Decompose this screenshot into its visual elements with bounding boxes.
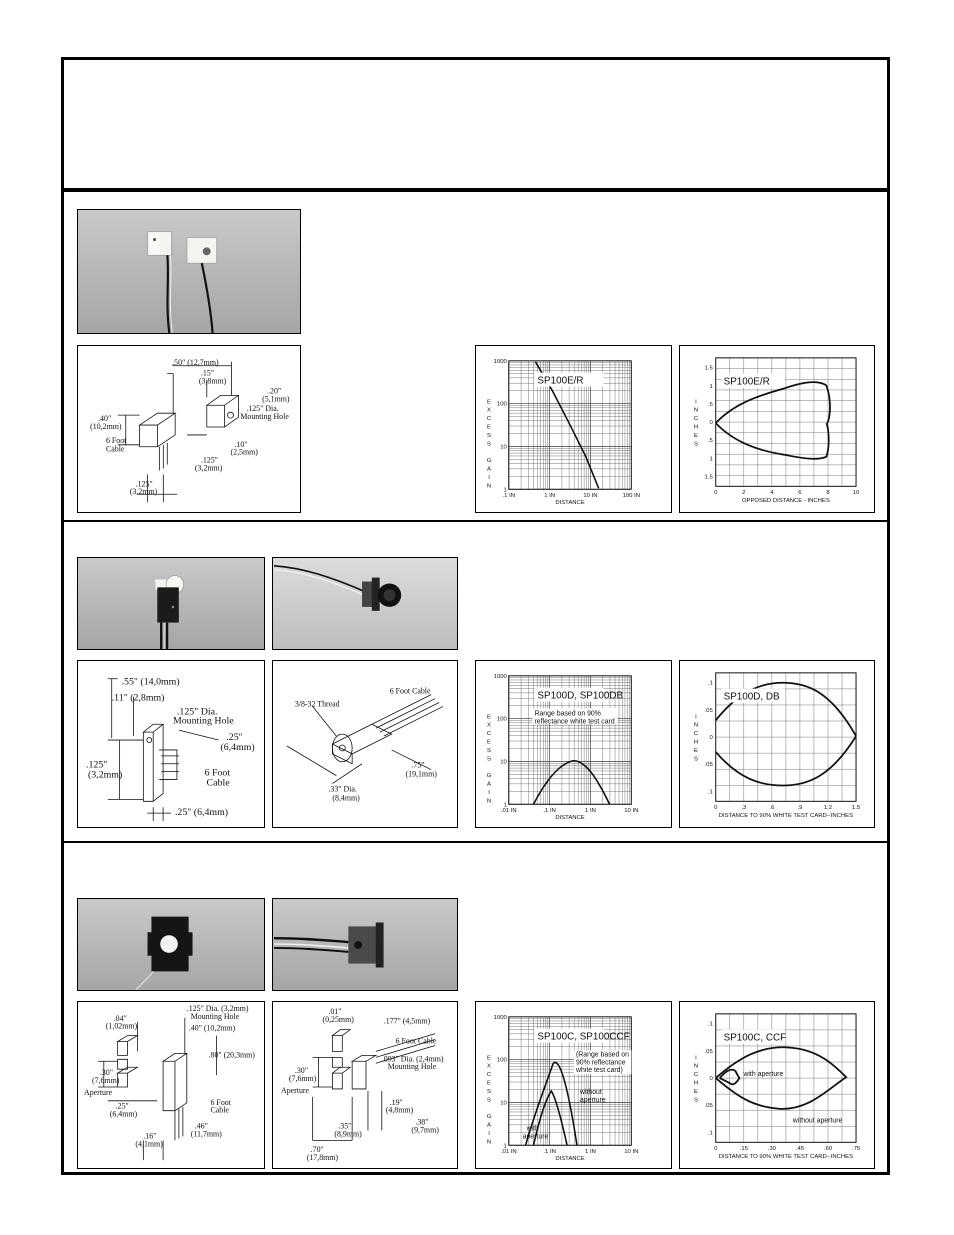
chart-ylabel-letter: C [486, 1072, 492, 1079]
chart-ylabel-letter: I [695, 1055, 697, 1062]
dim-label: (19,1mm) [405, 769, 437, 779]
header-rule [64, 188, 890, 192]
chart-ylabel-letter: S [693, 441, 698, 448]
dim-label: (4,8mm) [385, 1105, 414, 1115]
chart-ylabel-letter: S [487, 756, 491, 763]
chart-xtick: 1 IN [585, 808, 596, 815]
chart-xtick: .9 [797, 805, 803, 812]
chart-ylabel-letter: N [486, 483, 492, 490]
chart-xtick: 1.5 [851, 805, 861, 812]
dim-label: .15" [200, 368, 214, 378]
chart-xtick: 0 [714, 805, 718, 812]
chart-ytick: 0 [709, 1076, 713, 1083]
chart-xtick: .01 IN [500, 1149, 517, 1156]
dim-label: (9,7mm) [411, 1125, 439, 1135]
chart-ylabel-letter: E [693, 432, 698, 439]
chart-ylabel-letter: E [487, 399, 491, 406]
sp100er-photo [77, 209, 301, 334]
chart-xtick: .15 [739, 1146, 748, 1153]
chart-ylabel-letter: H [693, 424, 699, 431]
dim-label: .125" Dia. [176, 706, 218, 718]
dim-label: .16" [143, 1131, 157, 1141]
sp100er-gain-chart-svg [476, 346, 671, 512]
sp100d-photo [77, 557, 265, 650]
section-divider-2 [64, 841, 890, 843]
dim-label: .55" (14,0mm) [121, 676, 180, 688]
dim-label: Mounting Hole [387, 1062, 437, 1072]
sp100er-excess-gain-chart [475, 345, 672, 513]
chart-xlabel: DISTANCE [555, 500, 585, 507]
dim-label: .01" [328, 1006, 342, 1016]
sp100c-beam-pattern-chart [679, 1001, 875, 1169]
dim-label: (8,9mm) [334, 1129, 362, 1139]
chart-ytick: .1 [707, 789, 713, 796]
chart-ytick: 1 [709, 383, 713, 390]
dim-label: .40" (10,2mm) [188, 1023, 236, 1033]
chart-xtick: .1 IN [543, 808, 556, 815]
sp100c-photo [77, 898, 265, 991]
sp100ccf-photo [272, 898, 458, 991]
dim-label: .35" [338, 1121, 352, 1131]
chart-ytick: .05 [704, 707, 713, 714]
chart-ytick: 1 [709, 456, 713, 463]
chart-ylabel-letter: E [487, 424, 491, 431]
chart-ylabel-letter: N [693, 722, 699, 729]
dim-label: 6 Foot [204, 767, 231, 779]
dim-label: .125" Dia. [246, 404, 279, 414]
sp100c-dimension-art [78, 1002, 264, 1168]
chart-ylabel-letter: S [487, 432, 491, 439]
chart-ylabel-letter: X [487, 407, 491, 414]
sp100er-pattern-chart-svg [680, 346, 874, 512]
dim-label: 6 Foot [106, 435, 127, 445]
chart-ytick: .1 [707, 680, 713, 687]
chart-ylabel-letter: S [487, 441, 491, 448]
chart-ylabel-letter: A [487, 1122, 491, 1129]
chart-xtick: .1 IN [543, 1149, 556, 1156]
chart-ylabel-letter: S [487, 747, 491, 754]
chart-xtick: 10 IN [624, 808, 639, 815]
chart-xtick: .6 [769, 805, 775, 812]
chart-xtick: 4 [770, 490, 774, 497]
dim-label: (7,6mm) [91, 1076, 120, 1086]
chart-ylabel-letter: X [487, 722, 491, 729]
dim-label: (3,2mm) [88, 769, 123, 781]
dim-label: .25" [226, 732, 243, 744]
sp100d-dimension-drawing [77, 660, 265, 828]
chart-ylabel-letter: C [693, 731, 699, 738]
chart-ytick: 1.5 [704, 474, 713, 481]
sp100d-gain-chart-svg [476, 661, 671, 827]
sp100c-dimension-drawing [77, 1001, 265, 1169]
chart-ylabel-letter: C [693, 416, 699, 423]
sp100c-excess-gain-chart [475, 1001, 672, 1169]
dim-label: (6,4mm) [220, 741, 255, 753]
chart-xtick: 2 [742, 490, 746, 497]
chart-ytick: 1000 [493, 673, 507, 680]
dim-label: .30" [99, 1068, 113, 1078]
dim-label: Aperture [84, 1087, 113, 1097]
dim-label: (4,1mm) [135, 1139, 163, 1149]
chart-ytick: 1 [503, 802, 507, 809]
dim-label: .33" Dia. [328, 784, 357, 794]
dim-label: .25" [115, 1101, 129, 1111]
dim-label: .10" [234, 439, 248, 449]
chart-xtick: 1 IN [585, 1149, 596, 1156]
chart-xtick: 100 IN [622, 493, 641, 500]
chart-curve [533, 761, 609, 805]
chart-ylabel-letter: N [693, 407, 699, 414]
chart-ytick: 1000 [493, 1014, 507, 1021]
chart-note: Range based on 90% [534, 710, 601, 718]
dim-label: .20" [268, 386, 282, 396]
chart-xtick: 10 IN [583, 493, 598, 500]
dim-label: .38" [415, 1117, 429, 1127]
chart-ylabel-letter: I [695, 714, 697, 721]
chart-ytick: 0 [709, 735, 713, 742]
chart-ylabel-letter: A [487, 781, 491, 788]
dim-label: .11" (2,8mm) [111, 692, 165, 704]
dim-label: Cable [106, 444, 125, 454]
dim-label: .50" (12,7mm) [172, 357, 219, 367]
dim-label: .04" [113, 1013, 127, 1023]
chart-xtick: 10 [852, 490, 860, 497]
sp100ccf-photo-art [273, 899, 457, 990]
chart-xlabel: DISTANCE TO 90% WHITE TEST CARD--INCHES [718, 813, 854, 820]
sp100er-dimension-art [78, 346, 300, 512]
chart-ylabel-letter: E [487, 714, 491, 721]
chart-ytick: 100 [496, 716, 507, 723]
dim-label: Mounting Hole [190, 1011, 240, 1021]
chart-series-label: without [579, 1088, 602, 1096]
chart-xtick: .01 IN [500, 808, 517, 815]
chart-xtick: 0 [714, 1146, 718, 1153]
sp100db-dimension-art [273, 661, 457, 827]
chart-curve [716, 423, 829, 459]
chart-series-label: with [526, 1125, 539, 1133]
chart-ylabel-letter: I [488, 474, 490, 481]
chart-ylabel-letter: G [486, 1114, 492, 1121]
chart-ytick: .05 [704, 762, 713, 769]
chart-ylabel-letter: A [487, 466, 491, 473]
dim-label: 6 Foot Cable [395, 1036, 437, 1046]
chart-ylabel-letter: E [487, 1080, 491, 1087]
dim-label: 6 Foot Cable [389, 686, 431, 696]
chart-ylabel-letter: H [693, 739, 699, 746]
chart-ylabel-letter: X [487, 1063, 491, 1070]
dim-label: (2,5mm) [230, 447, 258, 457]
chart-ylabel-letter: I [695, 399, 697, 406]
chart-ytick: .1 [707, 1021, 713, 1028]
dim-label: .75" [411, 760, 425, 770]
chart-curve [716, 382, 830, 423]
dim-label: Cable [206, 777, 230, 789]
sp100ccf-dimension-drawing [272, 1001, 458, 1169]
chart-ytick: .5 [707, 438, 713, 445]
dim-label: .19" [389, 1097, 403, 1107]
chart-ylabel-letter: I [488, 789, 490, 796]
chart-ylabel-letter: C [693, 1072, 699, 1079]
chart-title: SP100D, DB [723, 691, 780, 703]
dim-label: (3,2mm) [194, 463, 223, 473]
chart-ylabel-letter: N [486, 798, 492, 805]
sp100er-beam-pattern-chart [679, 345, 875, 513]
chart-ylabel-letter: H [693, 1080, 699, 1087]
sp100d-beam-pattern-chart [679, 660, 875, 828]
dim-label: .125" Dia. (3,2mm) [186, 1003, 249, 1013]
chart-title: SP100E/R [537, 375, 584, 387]
sp100c-gain-chart-svg [476, 1002, 671, 1168]
chart-ytick: 1 [503, 487, 507, 494]
dim-label: .70" [310, 1145, 324, 1155]
dim-label: .25" (6,4mm) [174, 807, 229, 819]
chart-series-label: aperture [522, 1133, 549, 1141]
sp100d-pattern-chart-svg [680, 661, 874, 827]
chart-xtick: .30 [767, 1146, 776, 1153]
chart-xtick: .75 [851, 1146, 861, 1153]
dim-label: .125" [200, 455, 218, 465]
chart-ylabel-letter: E [487, 1055, 491, 1062]
chart-ytick: 10 [500, 759, 507, 766]
dim-label: 6 Foot [210, 1097, 231, 1107]
chart-ytick: .1 [707, 1130, 713, 1137]
chart-ylabel-letter: E [487, 739, 491, 746]
chart-ylabel-letter: C [486, 416, 492, 423]
dim-label: .177" (4,5mm) [383, 1016, 431, 1026]
chart-xtick: 1 IN [544, 493, 556, 500]
chart-xlabel: DISTANCE [555, 815, 585, 822]
sp100db-photo-art [273, 558, 457, 649]
chart-note: 90% reflectance [575, 1059, 626, 1067]
chart-xtick: 0 [714, 490, 718, 497]
dim-label: (0,25mm) [322, 1014, 354, 1024]
chart-ytick: .5 [707, 401, 713, 408]
chart-ytick: 0 [709, 420, 713, 427]
chart-series-label: aperture [579, 1096, 606, 1104]
chart-ylabel-letter: G [486, 773, 492, 780]
dim-label: (7,6mm) [288, 1074, 317, 1084]
chart-xtick: 6 [798, 490, 802, 497]
chart-xlabel: DISTANCE [555, 1156, 585, 1163]
chart-xtick: .3 [741, 805, 747, 812]
chart-title: SP100C, SP100CCF [537, 1031, 630, 1043]
dim-label: .093" Dia. (2,4mm) [381, 1054, 444, 1064]
chart-xtick: 8 [826, 490, 830, 497]
sp100er-photo-art [78, 210, 300, 333]
chart-xtick: .60 [823, 1146, 833, 1153]
chart-ytick: 1 [503, 1143, 507, 1150]
chart-ylabel-letter: E [693, 747, 698, 754]
dim-label: (6,4mm) [109, 1109, 138, 1119]
chart-ytick: .05 [704, 1103, 713, 1110]
chart-ylabel-letter: E [693, 1088, 698, 1095]
chart-xlabel: OPPOSED DISTANCE - INCHES [741, 498, 830, 505]
chart-ytick: 10 [500, 444, 507, 451]
chart-ylabel-letter: N [486, 1139, 492, 1146]
chart-title: SP100D, SP100DB [537, 690, 624, 702]
sp100db-dimension-drawing [272, 660, 458, 828]
sp100er-dimension-drawing [77, 345, 301, 513]
chart-ylabel-letter: N [693, 1063, 699, 1070]
dim-label: (3,8mm) [198, 376, 227, 386]
chart-ylabel-letter: C [486, 731, 492, 738]
dim-label: (10,2mm) [90, 422, 122, 431]
chart-note: reflectance white test card [534, 718, 615, 726]
dim-label: 3/8-32 Thread [294, 699, 340, 709]
chart-series-label: without aperture [792, 1117, 843, 1125]
chart-ytick: 1000 [493, 358, 507, 365]
dim-label: .40" [98, 414, 112, 424]
dim-label: (5,1mm) [262, 394, 290, 404]
chart-xlabel: DISTANCE TO 90% WHITE TEST CARD--INCHES [718, 1154, 854, 1161]
chart-ylabel-letter: S [693, 1097, 698, 1104]
chart-ytick: 10 [500, 1100, 507, 1107]
chart-ytick: 1.5 [704, 365, 713, 372]
chart-ytick: .05 [704, 1048, 713, 1055]
sp100d-excess-gain-chart [475, 660, 672, 828]
dim-label: (8,4mm) [332, 793, 360, 803]
chart-series-label: with aperture [743, 1071, 784, 1079]
dim-label: Mounting Hole [172, 715, 234, 727]
chart-xtick: 10 IN [624, 1149, 639, 1156]
sp100d-dimension-art [78, 661, 264, 827]
dim-label: (3,2mm) [129, 487, 158, 497]
dim-label: .125" [135, 479, 153, 489]
dim-label: Cable [210, 1105, 229, 1115]
chart-ylabel-letter: I [488, 1130, 490, 1137]
chart-ytick: 100 [496, 401, 507, 408]
chart-xtick: 1.2 [823, 805, 833, 812]
dim-label: Aperture [281, 1085, 310, 1095]
chart-ylabel-letter: S [487, 1088, 491, 1095]
chart-xtick: .45 [795, 1146, 805, 1153]
sp100c-photo-art [78, 899, 264, 990]
sp100c-pattern-chart-svg [680, 1002, 874, 1168]
sp100db-photo [272, 557, 458, 650]
chart-note: white test card) [575, 1067, 623, 1075]
dim-label: .30" [294, 1066, 308, 1076]
dim-label: .46" [194, 1121, 208, 1131]
sp100d-photo-art [78, 558, 264, 649]
chart-ylabel-letter: S [693, 756, 698, 763]
dim-label: .125" [86, 759, 108, 771]
chart-ylabel-letter: G [486, 458, 492, 465]
chart-xtick: .1 IN [502, 493, 516, 500]
dim-label: (17,8mm) [306, 1153, 339, 1163]
chart-note: (Range based on [575, 1051, 629, 1059]
chart-ytick: 100 [496, 1057, 507, 1064]
chart-ylabel-letter: S [487, 1097, 491, 1104]
dim-label: (11,7mm) [190, 1129, 222, 1139]
dim-label: Mounting Hole [240, 412, 289, 422]
sp100ccf-dimension-art [273, 1002, 457, 1168]
chart-title: SP100C, CCF [723, 1032, 787, 1044]
chart-title: SP100E/R [723, 376, 770, 388]
section-divider-1 [64, 520, 890, 522]
dim-label: .80" (20,3mm) [208, 1050, 255, 1060]
dim-label: (1,02mm) [105, 1021, 138, 1031]
